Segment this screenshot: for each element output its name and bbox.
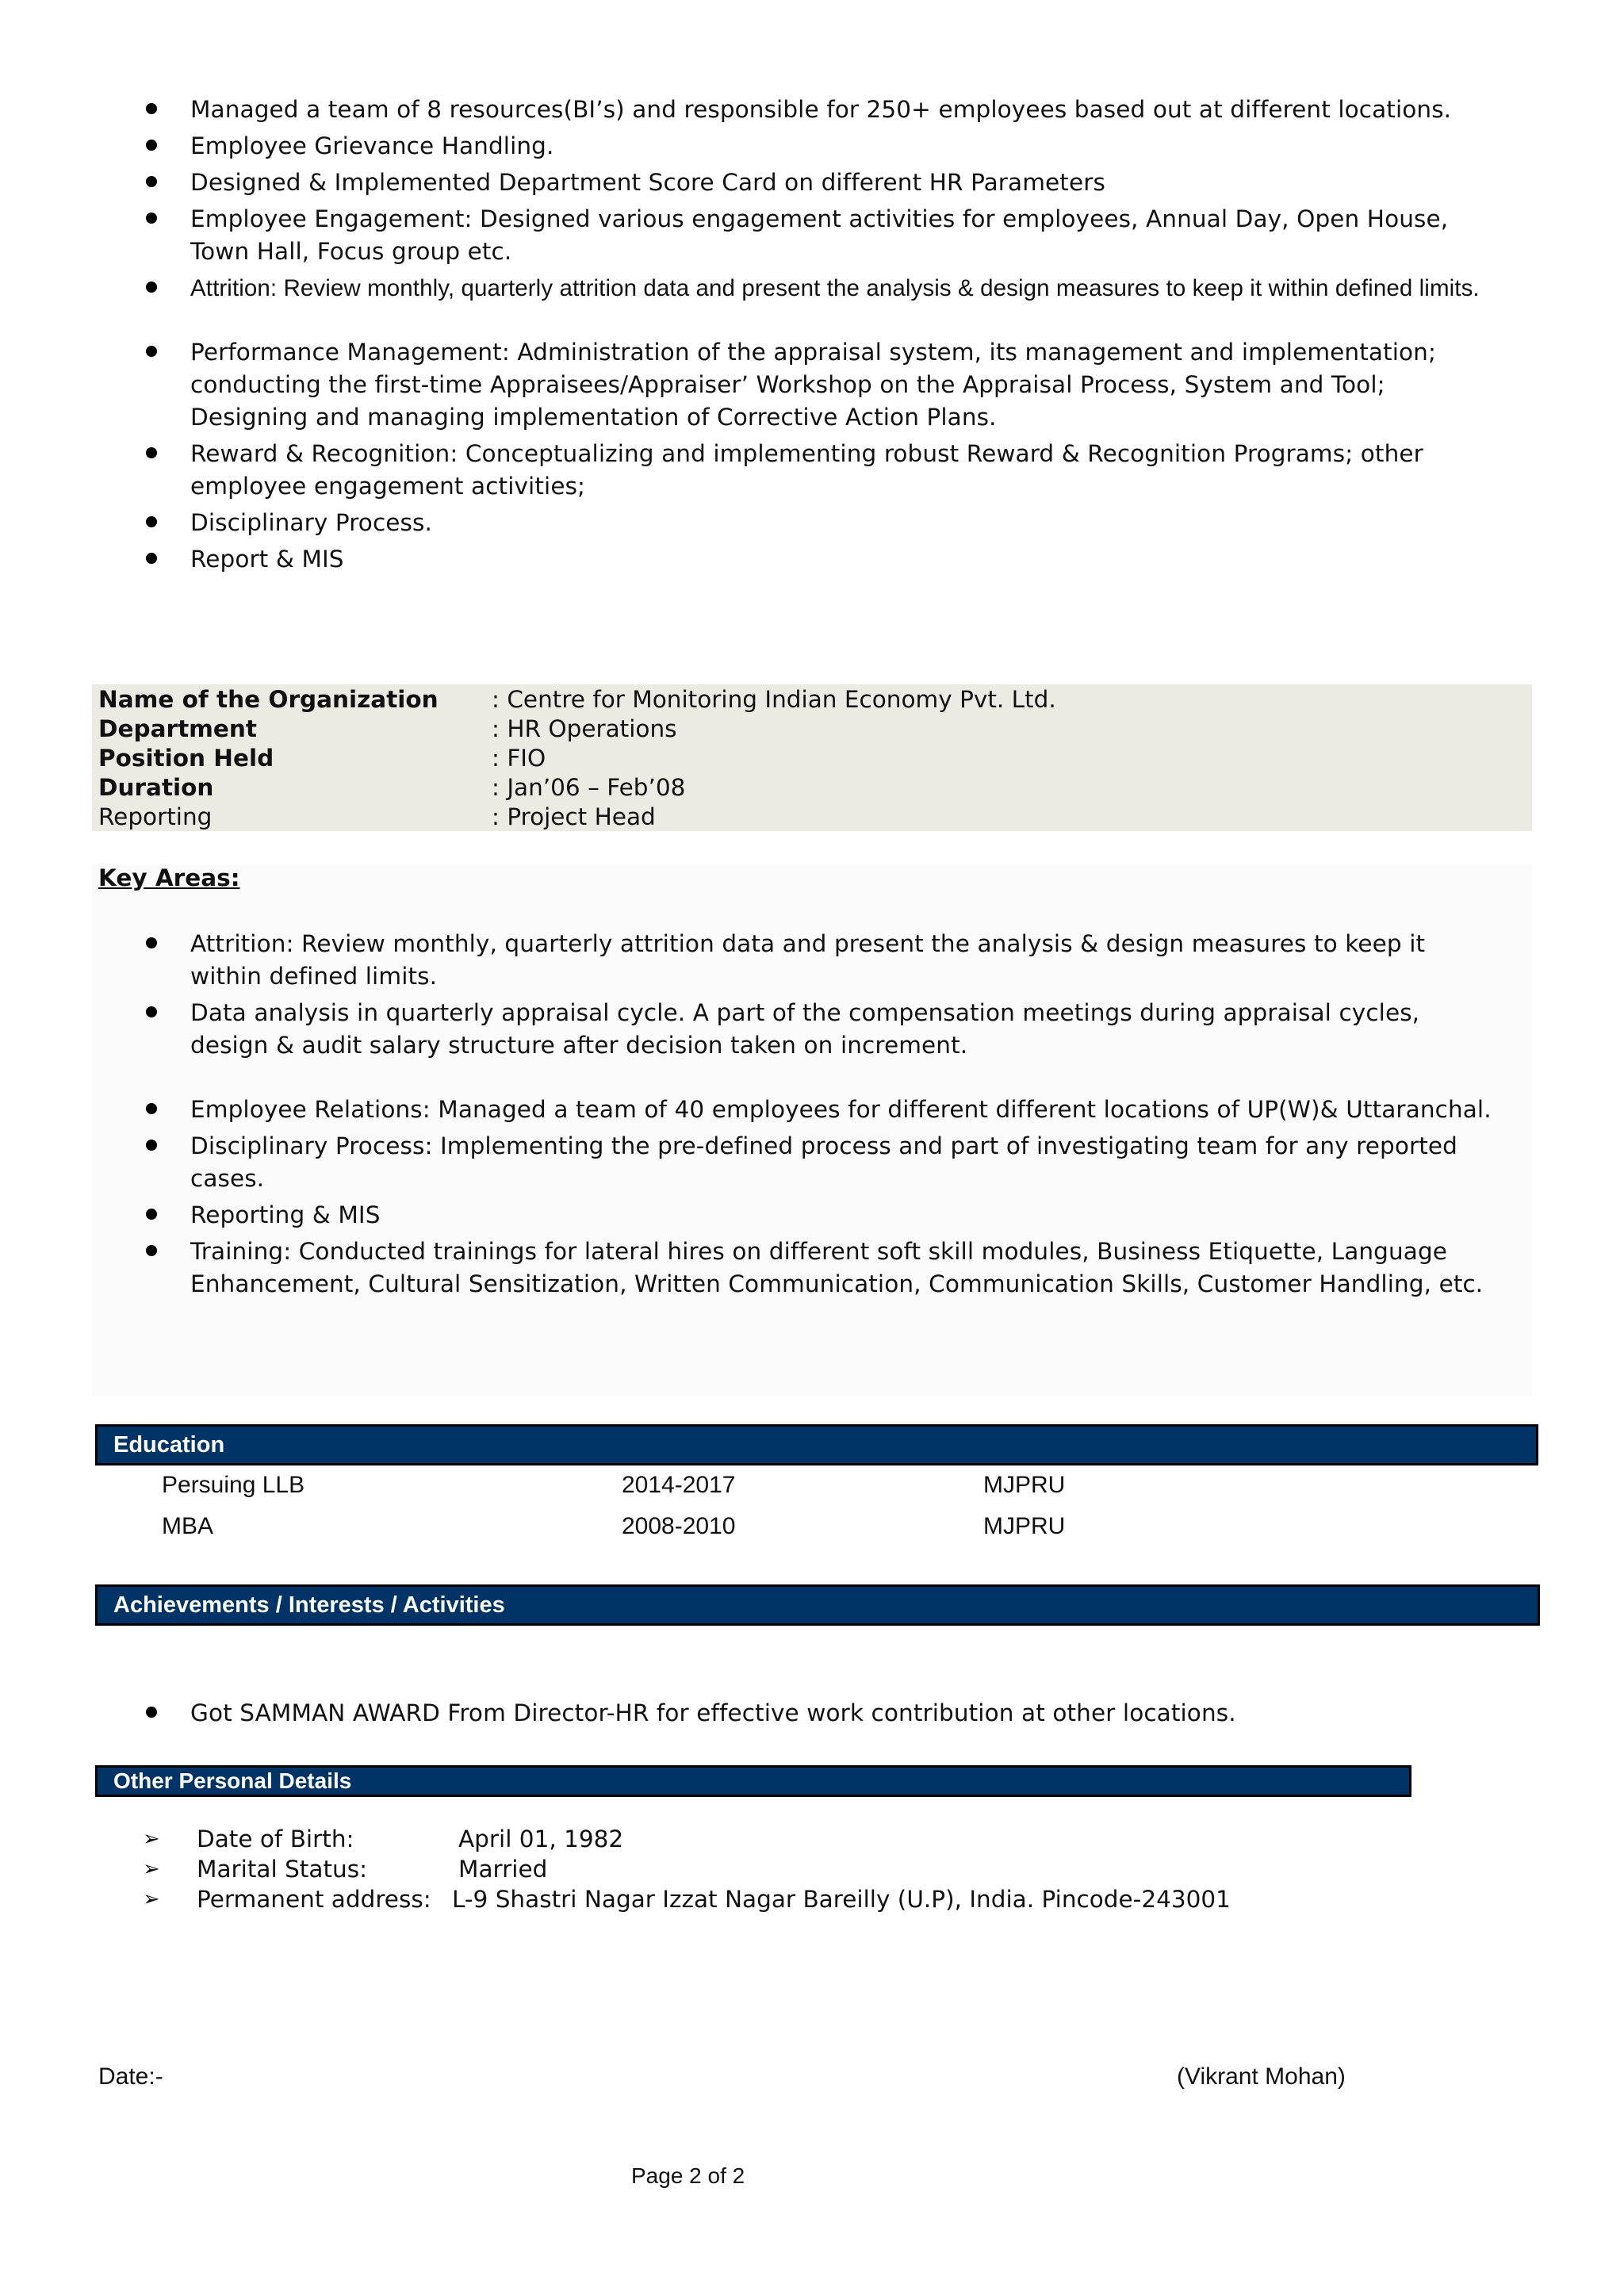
- organization-table: [92, 684, 1532, 831]
- list-item: Reporting & MIS: [92, 1199, 1497, 1232]
- list-item: Reward & Recognition: Conceptualizing and implementing robust Reward & Recognition Programs; other employee engagement activities;: [92, 438, 1497, 503]
- date-label: Date:-: [98, 2063, 163, 2090]
- org-label: Department: [98, 715, 258, 742]
- bullet-icon: [146, 1006, 157, 1017]
- list-item: Employee Grievance Handling.: [92, 130, 1497, 163]
- key-areas-title: Key Areas:: [98, 864, 240, 891]
- education-degree: MBA: [162, 1513, 214, 1539]
- list-item: Employee Engagement: Designed various engagement activities for employees, Annual Day, Open House, Town Hall, Focus group etc.: [92, 203, 1497, 268]
- list-item: Attrition: Review monthly, quarterly attrition data and present the analysis & design measures to keep it within defined limits.: [92, 272, 1497, 305]
- bullet-icon: [146, 937, 157, 948]
- org-row-department: [92, 714, 1532, 743]
- list-item: Disciplinary Process.: [92, 507, 1497, 539]
- list-item: Disciplinary Process: Implementing the pre-defined process and part of investigating team for any reported cases.: [92, 1130, 1497, 1195]
- list-item: Attrition: Review monthly, quarterly attrition data and present the analysis & design measures to keep it within defined limits.: [92, 928, 1497, 993]
- bullet-icon: [146, 282, 157, 293]
- bullet-icon: [146, 346, 157, 357]
- bullet-icon: [146, 1245, 157, 1256]
- personal-key: Date of Birth:: [197, 1826, 354, 1852]
- bullet-icon: [146, 213, 157, 224]
- bullet-icon: [146, 553, 157, 564]
- bullet-icon: [146, 1209, 157, 1220]
- list-item: Training: Conducted trainings for lateral hires on different soft skill modules, Business Etiquette, Language Enhancement, Cultural Sensitization, Written Communication, Communication Skills, Customer Handling, etc.: [92, 1236, 1497, 1301]
- signature-name: (Vikrant Mohan): [1177, 2063, 1346, 2090]
- bullet-icon: [146, 447, 157, 458]
- bullet-icon: [146, 103, 157, 114]
- personal-details-header: Other Personal Details: [95, 1765, 1411, 1797]
- arrow-bullet-icon: ➢: [143, 1887, 160, 1911]
- org-value: : Jan’06 – Feb’08: [492, 773, 686, 801]
- arrow-bullet-icon: ➢: [143, 1857, 160, 1881]
- education-header: Education: [95, 1424, 1538, 1466]
- education-university: MJPRU: [983, 1513, 1066, 1539]
- org-label: Reporting: [98, 803, 213, 830]
- bullet-icon: [146, 516, 157, 527]
- page-number: Page 2 of 2: [631, 2163, 745, 2188]
- list-item: Employee Relations: Managed a team of 40 employees for different different locations of UP(W)& Uttaranchal.: [92, 1094, 1497, 1126]
- org-label: Duration: [98, 773, 214, 801]
- org-value: : Project Head: [492, 803, 656, 830]
- org-row-reporting: [92, 802, 1532, 831]
- bullet-icon: [146, 176, 157, 187]
- list-item: Performance Management: Administration of the appraisal system, its management and implementation; conducting the first-time Appraisees/Appraiser’ Workshop on the Appraisal Process, System and Tool; Designing and managing implementation of Corrective Action Plans.: [92, 336, 1497, 434]
- org-value: : Centre for Monitoring Indian Economy Pvt. Ltd.: [492, 685, 1056, 713]
- education-years: 2014-2017: [622, 1472, 736, 1498]
- personal-value: Married: [458, 1856, 548, 1883]
- org-row-duration: [92, 772, 1532, 802]
- list-item: Data analysis in quarterly appraisal cycle. A part of the compensation meetings during appraisal cycles, design & audit salary structure after decision taken on increment.: [92, 997, 1497, 1062]
- org-label: Position Held: [98, 744, 274, 772]
- list-item: Managed a team of 8 resources(BI’s) and responsible for 250+ employees based out at different locations.: [92, 94, 1497, 126]
- bullet-icon: [146, 140, 157, 151]
- bullet-icon: [146, 1140, 157, 1151]
- key-areas-section: [92, 928, 1497, 1305]
- bullet-icon: [146, 1707, 157, 1718]
- personal-key: Marital Status:: [197, 1856, 368, 1883]
- org-value: : HR Operations: [492, 715, 677, 742]
- arrow-bullet-icon: ➢: [143, 1827, 160, 1851]
- list-item: Got SAMMAN AWARD From Director-HR for effective work contribution at other locations.: [92, 1697, 1497, 1730]
- list-item: Report & MIS: [92, 543, 1497, 576]
- list-item: Designed & Implemented Department Score Card on different HR Parameters: [92, 167, 1497, 199]
- personal-value: April 01, 1982: [458, 1826, 624, 1852]
- bullet-icon: [146, 1103, 157, 1114]
- org-value: : FIO: [492, 744, 546, 772]
- org-row-position: [92, 743, 1532, 772]
- org-label: Name of the Organization: [98, 685, 439, 713]
- education-university: MJPRU: [983, 1472, 1066, 1498]
- education-years: 2008-2010: [622, 1513, 736, 1539]
- education-degree: Persuing LLB: [162, 1472, 305, 1498]
- responsibilities-section: [92, 94, 1497, 580]
- achievements-header: Achievements / Interests / Activities: [95, 1584, 1540, 1626]
- org-row-name: [92, 684, 1532, 714]
- personal-value: L-9 Shastri Nagar Izzat Nagar Bareilly (U.P), India. Pincode-243001: [452, 1886, 1231, 1913]
- personal-key: Permanent address:: [197, 1886, 431, 1913]
- achievements-section: [92, 1697, 1497, 1734]
